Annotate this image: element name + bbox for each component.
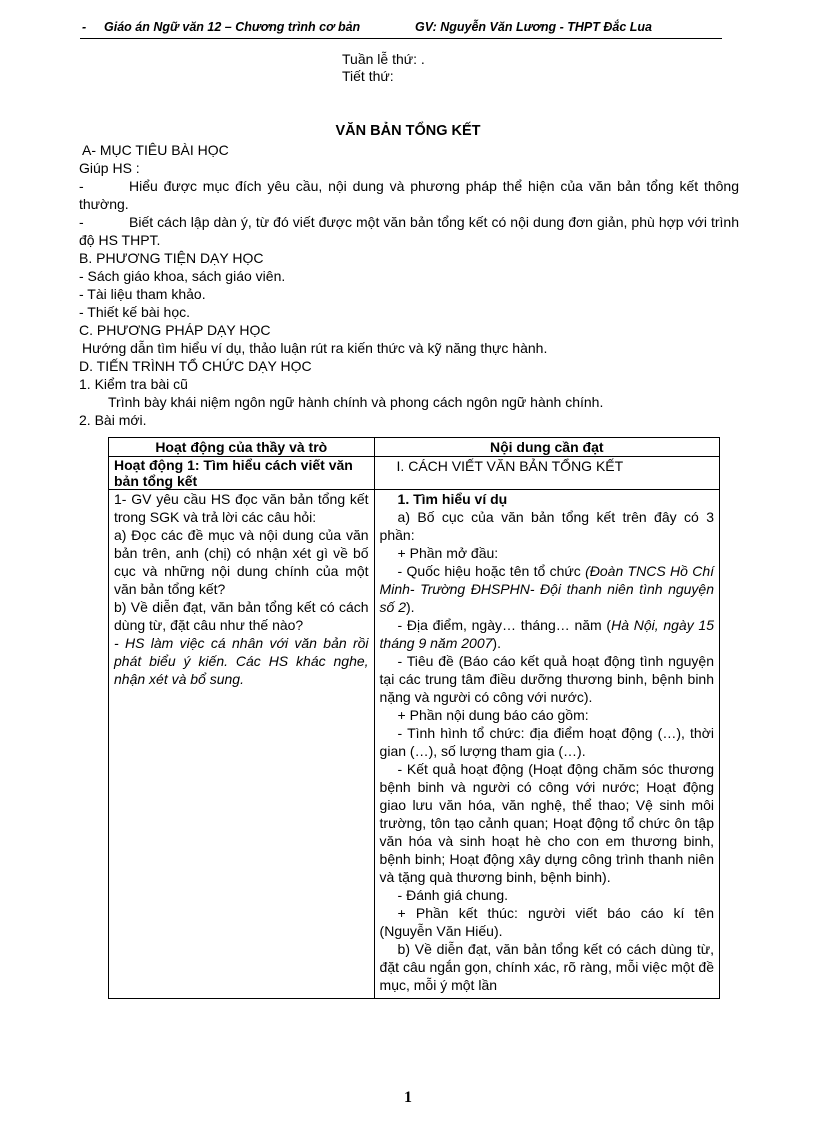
section-d-1-text: Trình bày khái niệm ngôn ngữ hành chính và phong cách ngôn ngữ hành chính. xyxy=(108,394,604,410)
right-result: - Kết quả hoạt động (Hoạt động chăm sóc thương bệnh binh và người có công với nước; Hoạt động giao lưu văn hóa, văn nghệ, thể thao; Vệ sinh môi trường, tôn tạo cảnh quan; Hoạt động tổ chức ôn tập văn hóa và sinh hoạt hè cho con em thương binh, bệnh binh; Hoạt động xây dựng công trình thanh niên và tặng quà thương binh, bệnh binh). xyxy=(379,761,714,885)
right-eval: - Đánh giá chung. xyxy=(397,887,509,903)
right-end: + Phần kết thúc: người viết báo cáo kí tên (Nguyễn Văn Hiếu). xyxy=(379,905,714,939)
section-c-heading: C. PHƯƠNG PHÁP DẠY HỌC xyxy=(79,322,271,338)
lesson-body xyxy=(79,141,739,429)
week-label: Tuần lễ thứ: . xyxy=(342,51,425,67)
table-header-row xyxy=(109,438,720,457)
right-org: - Quốc hiệu hoặc tên tổ chức (Đoàn TNCS Hồ Chí Minh- Trường ĐHSPHN- Đội thanh niên tình nguyện số 2). xyxy=(379,563,714,615)
page-title: VĂN BẢN TỔNG KẾT xyxy=(335,123,481,139)
right-content: + Phần nội dung báo cáo gồm: xyxy=(397,707,589,723)
section-d-2: 2. Bài mới. xyxy=(79,412,147,428)
left-p4: - HS làm việc cá nhân với văn bản rồi phát biểu ý kiến. Các HS khác nghe, nhận xét và bổ sung. xyxy=(114,635,369,687)
left-p3: b) Về diễn đạt, văn bản tổng kết có cách dùng từ, đặt câu như thế nào? xyxy=(114,599,369,633)
col-header-teacher: Hoạt động của thầy và trò xyxy=(109,438,375,457)
section-a-item2: - Biết cách lập dàn ý, từ đó viết được một văn bản tổng kết có nội dung đơn giản, phù hợp với trình độ HS THPT. xyxy=(79,214,739,248)
col-header-content: Nội dung cần đạt xyxy=(374,438,719,457)
section-1-cell: I. CÁCH VIẾT VĂN BẢN TỔNG KẾT xyxy=(374,457,719,490)
left-p1: 1- GV yêu cầu HS đọc văn bản tổng kết trong SGK và trả lời các câu hỏi: xyxy=(114,491,369,525)
left-p2: a) Đọc các đề mục và nội dung của văn bản trên, anh (chị) có nhận xét gì về bố cục và những nội dung chính của một văn bản tổng kết? xyxy=(114,527,369,597)
right-place: - Địa điểm, ngày… tháng… năm (Hà Nội, ngày 15 tháng 9 năm 2007). xyxy=(379,617,714,651)
week-info xyxy=(342,51,425,85)
table-row xyxy=(109,490,720,999)
right-situation: - Tình hình tổ chức: địa điểm hoạt động (…), thời gian (…), số lượng tham gia (…). xyxy=(379,725,714,759)
content-cell xyxy=(374,490,719,999)
section-c-text: Hướng dẫn tìm hiểu ví dụ, thảo luận rút ra kiến thức và kỹ năng thực hành. xyxy=(82,340,548,356)
header-course: Giáo án Ngữ văn 12 – Chương trình cơ bản xyxy=(104,20,361,34)
section-b-heading: B. PHƯƠNG TIỆN DẠY HỌC xyxy=(79,250,264,266)
right-a: a) Bố cục của văn bản tổng kết trên đây có 3 phần: xyxy=(379,509,714,543)
period-label: Tiết thứ: xyxy=(342,68,394,84)
section-a-heading: A- MỤC TIÊU BÀI HỌC xyxy=(82,142,229,158)
section-d-heading: D. TIẾN TRÌNH TỔ CHỨC DẠY HỌC xyxy=(79,358,312,374)
page-number: 1 xyxy=(404,1089,412,1106)
section-a-help: Giúp HS : xyxy=(79,160,140,176)
header-teacher: GV: Nguyễn Văn Lương - THPT Đắc Lua xyxy=(415,20,653,34)
teacher-activity-cell xyxy=(109,490,375,999)
right-h1: 1. Tìm hiểu ví dụ xyxy=(397,491,508,507)
header-dash: - xyxy=(82,20,87,34)
section-b-item2: - Tài liệu tham khảo. xyxy=(79,286,206,302)
page-header xyxy=(82,20,722,38)
section-b-item1: - Sách giáo khoa, sách giáo viên. xyxy=(79,268,286,284)
table-row xyxy=(109,457,720,490)
section-b-item3: - Thiết kế bài học. xyxy=(79,304,191,320)
right-open: + Phần mở đầu: xyxy=(397,545,499,561)
right-b: b) Về diễn đạt, văn bản tổng kết có cách dùng từ, đặt câu ngắn gọn, chính xác, rõ ràng, mỗi việc một đề mục, mỗi ý một lần xyxy=(379,941,714,993)
section-d-1: 1. Kiểm tra bài cũ xyxy=(79,376,188,392)
right-subject: - Tiêu đề (Báo cáo kết quả hoạt động tình nguyện tại các trung tâm điều dưỡng thương binh, bệnh binh nặng và người có công với nước). xyxy=(379,653,714,705)
activity-1-cell: Hoạt động 1: Tìm hiểu cách viết văn bản tổng kết xyxy=(109,457,375,490)
header-divider xyxy=(80,38,722,39)
lesson-table xyxy=(108,437,720,999)
section-a-item1: - Hiểu được mục đích yêu cầu, nội dung và phương pháp thể hiện của văn bản tổng kết thông thường. xyxy=(79,178,739,212)
